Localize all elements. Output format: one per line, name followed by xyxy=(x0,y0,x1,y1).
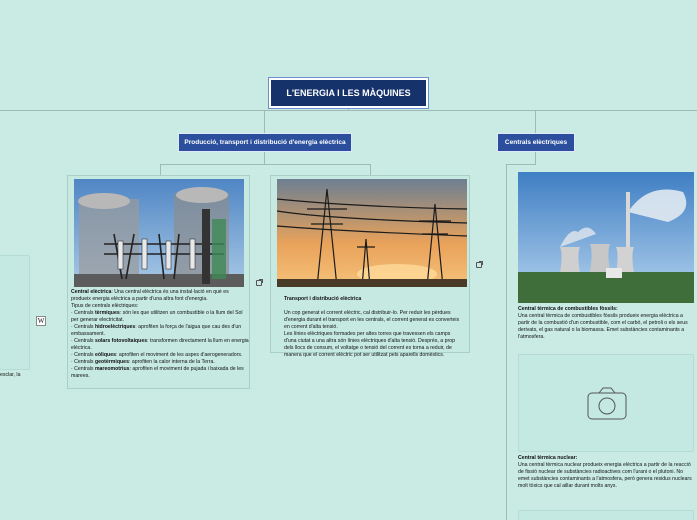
card-transport[interactable] xyxy=(270,175,470,358)
fossil-plant-photo xyxy=(518,172,694,303)
cooling-towers-illustration xyxy=(518,172,694,303)
wikipedia-letter: W xyxy=(37,317,45,325)
card-transport-text xyxy=(284,289,464,359)
external-link-icon[interactable] xyxy=(476,262,482,268)
power-lines-illustration xyxy=(277,179,467,287)
wikipedia-icon[interactable] xyxy=(36,316,46,326)
connector xyxy=(535,110,536,134)
connector xyxy=(348,108,349,111)
type-item: · Centrals tèrmiques: són les que utilitzen un combustible o la llum del Sol per generar electricitat. xyxy=(71,310,243,323)
card-fossil-plant[interactable] xyxy=(512,168,697,343)
card-body: Una central tèrmica de combustibles fòssils produeix energia elèctrica a partir de la combustió d'un combustible, com el carbó, el petroli o els seus derivats, el gas natural o la biomassa. Emet substàncies contaminants a l'atmosfera. xyxy=(518,313,688,340)
external-link-icon[interactable] xyxy=(256,280,262,286)
connector xyxy=(506,164,536,165)
branch-label: Centrals elèctriques xyxy=(504,139,568,146)
substation-photo xyxy=(74,179,244,287)
card-body: Una central tèrmica nuclear produeix energia elèctrica a partir de la reacció de fissió nuclear de substàncies radioactives com l'urani o el plutoni. No emet substàncies contaminants a l'atmosfera, però genera residus nuclears molt tòxics que cal aillar durant molts anys. xyxy=(518,462,692,489)
card-fossil-text xyxy=(518,306,696,341)
card-heading: Central elèctrica xyxy=(71,289,112,295)
camera-icon xyxy=(587,387,627,421)
branch-node-power-plants[interactable] xyxy=(497,133,575,152)
nuclear-image-placeholder[interactable] xyxy=(518,354,694,452)
partial-card-bottom[interactable] xyxy=(518,510,694,520)
types-title: Tipus de centrals elèctriques: xyxy=(71,303,139,309)
card-power-plants-text xyxy=(71,289,249,380)
card-heading: Central tèrmica de combustibles fòssils: xyxy=(518,306,618,312)
type-item: · Centrals hidroelèctriques: aprofiten la força de l'aigua que cau des d'un embassament. xyxy=(71,324,242,337)
type-item: · Centrals eòliques: aprofiten el moviment de les aspes d'aerogeneradors. xyxy=(71,352,243,358)
card-body: Un cop generat el corrent elèctric, cal distribuir-lo. Per reduir les pèrdues d'energia durant el transport en les centrals, el corrent generat es converteix en corrent d'alta tensió. Les línies elèctriques formades per altes torres que travessen els camps d'una ciutat a una altra són línies elèctriques d'alta tensió. Després, a prop dels llocs de consum, el voltatge o tensió del corrent es torna a reduir, de manera que el corrent elèctric pot ser utilitzat pels aparells domèstics. xyxy=(284,310,460,358)
type-item: · Centrals mareomotrius: aprofiten el moviment de pujada i baixada de les marees. xyxy=(71,366,244,379)
card-nuclear-text xyxy=(518,455,696,490)
connector xyxy=(506,164,507,520)
partial-card-text: esclar, la xyxy=(0,372,21,378)
branch-label: Producció, transport i distribució d'energia elèctrica xyxy=(184,139,346,146)
partial-card-left[interactable] xyxy=(0,255,30,370)
connector xyxy=(160,164,370,165)
connector xyxy=(264,110,265,134)
type-item: · Centrals geotèrmiques: aprofiten la calor interna de la Terra. xyxy=(71,359,215,365)
connector xyxy=(264,152,265,164)
card-heading: Central tèrmica nuclear: xyxy=(518,455,578,461)
connector xyxy=(535,152,536,164)
card-heading: Transport i distribució elèctrica xyxy=(284,296,362,302)
power-lines-photo xyxy=(277,179,467,287)
substation-illustration xyxy=(74,179,244,287)
card-power-plants[interactable] xyxy=(67,175,250,389)
card-intro: : Una central elèctrica és una instal·lació en què es produeix energia elèctrica a partir d'una altra font d'energia. xyxy=(71,289,229,302)
central-topic-node[interactable] xyxy=(269,78,428,108)
central-topic-label: L'ENERGIA I LES MÀQUINES xyxy=(286,88,411,98)
type-item: · Centrals solars fotovoltaiques: transformen directament la llum en energia elèctrica. xyxy=(71,338,249,351)
branch-node-production[interactable] xyxy=(178,133,352,152)
